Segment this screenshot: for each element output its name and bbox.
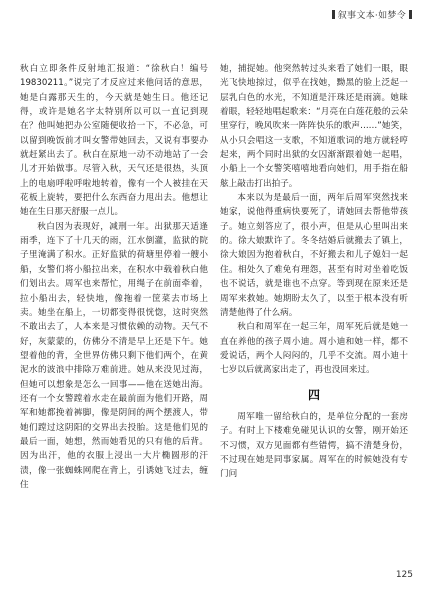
paragraph: 本来以为是最后一面，两年后周军突然找来她家，说他得重病快要死了，请她回去帮他带孩子。她立刻答应了，很小声，但是从心里叫出来的。徐大娘默许了。冬冬结婚后就搬去了镇上，徐大娘因为抱着秋白，不好搬去和儿子媳妇一起住。相处久了难免有理怨，甚至有时对坐着吃饭也不说话，就是谁也不点穿。等到现在原来还是周军来救她。她期盼太久了，以至于根本没有听清楚他得了什么病。 bbox=[220, 193, 408, 318]
running-header bbox=[329, 8, 415, 21]
page-number: 125 bbox=[395, 570, 413, 580]
header-title: 叙事文本·如梦令 bbox=[337, 11, 406, 21]
header-bar-left bbox=[332, 10, 335, 19]
paragraph: 周军唯一留给秋白的，是单位分配的一套房子。有时上下楼难免碰见认识的女警，刚开始还不习惯，双方见面都有些错愕，搞不清楚身份，不过现在她是同事家属。周军在的时候她没有专门问 bbox=[220, 411, 408, 480]
section-number: 四 bbox=[307, 387, 320, 402]
paragraph: 秋白立即条件反射地汇报道：“徐秋白！编号19830211。”说完了才反应过来他问话的意思，她是白露那天生的，今天就是她生日。他还记得，或许是她名字太特别所以可以一直记到现在？他叫她把办公室随便收拾一下，不必急，可以留到晚饭前才叫女警带她回去，又说有事要办就赶紧出去了。秋白在原地一动不动地站了一会儿才开始做事。尽管入秋，天气还是很热，头顶上的电扇呼啦呼啦地转着，像有一个人被挂在天花板上旋转，要把什么东西奋力甩出去。他想让她在生日那天舒服一点儿。 bbox=[20, 64, 208, 218]
header-bar-right bbox=[409, 10, 412, 19]
paragraph: 秋白和周军在一起三年，周军死后就是她一直在养他的孩子周小迪。周小迪和她一样，都不爱说话，两个人闷闷的，几乎不交流。周小迪十七岁以后就离家出走了，再也没回来过。 bbox=[220, 322, 408, 376]
paragraph: 秋白因为表现好，减刑一年。出狱那天适逢雨季，连下了十几天的雨，江水倒灌，监狱的院子里淹满了积水。正好监狱的荷塘里停着一艘小船，女警们将小船拉出来，在积水中载着秋白他们划出去。周军也来帮忙，用绳子在前面牵着，拉小船出去，轻快地，像拖着一筐菜去市场上卖。她坐在船上，一切都变得很恍惚，这时突然不敢出去了，人本来是习惯依赖的动物。天气不好，灰蒙蒙的，仿佛分不清是早上还是下午。她望着他的背，全世界仿佛只剩下他们两个，在黄泥水的波浪中排除万难前进。她从来没见过海，但她可以想象是怎么一回事——他在送她出海。还有一个女警蹚着水走在最前面为他们开路，周军和她都挽着裤脚，像是阴间的两个摆渡人，带她们蹚过这阴阳的交界出去投胎。这是他们见的最后一面，她想，然而她看见的只有他的后背。因为出汗，他的衣服上浸出一大片椭圆形的汗渍，像一张蜘蛛网爬在背上，引诱她飞过去，缠住 bbox=[20, 221, 208, 490]
paragraph: 她，捕捉她。他突然转过头来看了她们一眼，眼光飞快地掠过，似乎在找她，黝黑的脸上泛起一层乳白色的水光，不知道是汗珠还是雨滴。她昧着眼，轻轻地唱起歌来：“月亮在白莲花般的云朵里穿行，晚风吹来一阵阵快乐的歌声……”她笑，从小只会唱这一支歌，不知道歌词的地方就轻哼起来，两个同时出狱的女囚渐渐跟着她一起唱，小船上一个女警笑嘻嘻地看向她们，用手指在船舷上敲击打出拍子。 bbox=[220, 64, 408, 189]
right-column bbox=[220, 62, 408, 482]
left-column bbox=[20, 62, 208, 492]
